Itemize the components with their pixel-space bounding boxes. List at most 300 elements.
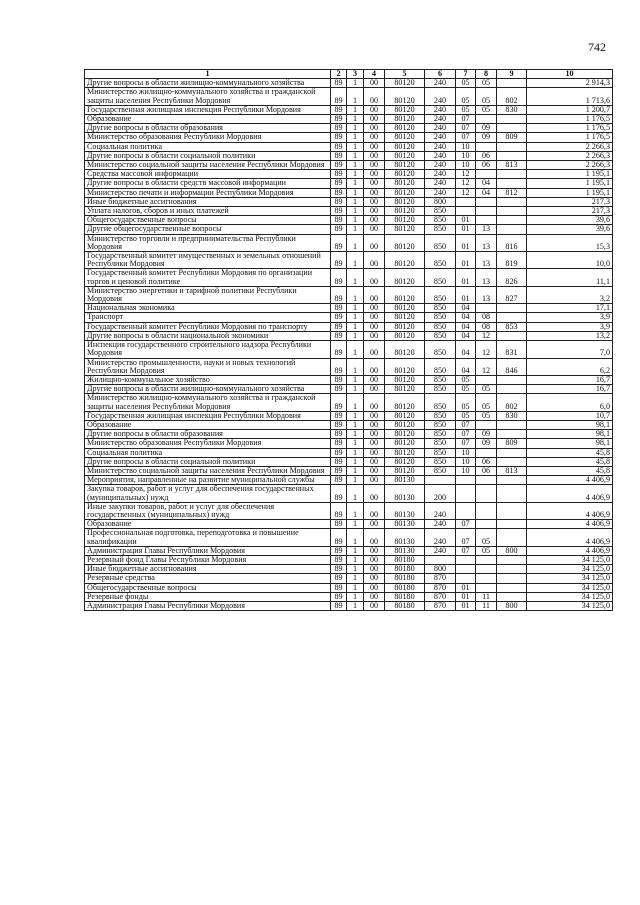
cell-ministry: 802: [497, 88, 527, 105]
cell-grbs: 89: [331, 151, 347, 160]
cell-program: 1: [347, 411, 364, 420]
cell-rz: 07: [456, 439, 476, 448]
cell-rz: 01: [456, 252, 476, 269]
cell-subprogram: 00: [364, 133, 385, 142]
cell-pr: 12: [476, 341, 497, 358]
cell-program: 1: [347, 234, 364, 251]
cell-program: 1: [347, 457, 364, 466]
cell-program: 1: [347, 341, 364, 358]
cell-ministry: [497, 430, 527, 439]
cell-code: 80180: [385, 574, 425, 583]
cell-name: Мероприятия, направленные на развитие муниципальной службы: [85, 476, 331, 485]
cell-grbs: 89: [331, 286, 347, 303]
table-row: [85, 466, 613, 475]
cell-ministry: [497, 565, 527, 574]
cell-rz: 01: [456, 216, 476, 225]
cell-code: 80120: [385, 105, 425, 114]
cell-vr: 850: [425, 331, 456, 340]
cell-amount: 1 176,5: [527, 115, 613, 124]
cell-code: 80120: [385, 385, 425, 394]
cell-program: 1: [347, 394, 364, 411]
cell-amount: 10,0: [527, 252, 613, 269]
cell-name: Государственная жилищная инспекция Республики Мордовия: [85, 411, 331, 420]
cell-subprogram: 00: [364, 502, 385, 519]
cell-pr: [476, 142, 497, 151]
table-row: [85, 502, 613, 519]
table-row: [85, 225, 613, 234]
cell-rz: 04: [456, 331, 476, 340]
cell-pr: 11: [476, 592, 497, 601]
cell-program: 1: [347, 448, 364, 457]
cell-code: 80120: [385, 457, 425, 466]
cell-amount: 4 406,9: [527, 502, 613, 519]
cell-name: Резервные фонды: [85, 592, 331, 601]
table-row: [85, 341, 613, 358]
cell-amount: 39,6: [527, 225, 613, 234]
cell-program: 1: [347, 565, 364, 574]
cell-code: 80130: [385, 485, 425, 502]
cell-rz: [456, 485, 476, 502]
cell-name: Закупка товаров, работ и услуг для обеспечения государственных (муниципальных) нужд: [85, 485, 331, 502]
cell-subprogram: 00: [364, 79, 385, 88]
table-row: [85, 170, 613, 179]
cell-rz: 07: [456, 124, 476, 133]
cell-rz: 01: [456, 234, 476, 251]
cell-subprogram: 00: [364, 331, 385, 340]
cell-vr: 240: [425, 170, 456, 179]
cell-vr: 850: [425, 322, 456, 331]
cell-ministry: [497, 79, 527, 88]
cell-rz: 10: [456, 151, 476, 160]
cell-program: 1: [347, 555, 364, 564]
cell-program: 1: [347, 252, 364, 269]
cell-amount: 98,1: [527, 439, 613, 448]
cell-amount: 16,7: [527, 385, 613, 394]
table-row: [85, 269, 613, 286]
cell-amount: 4 406,9: [527, 546, 613, 555]
cell-subprogram: 00: [364, 179, 385, 188]
cell-name: Министерство социальной защиты населения Республики Мордовия: [85, 466, 331, 475]
cell-grbs: 89: [331, 546, 347, 555]
cell-code: 80120: [385, 331, 425, 340]
cell-grbs: 89: [331, 225, 347, 234]
cell-grbs: 89: [331, 161, 347, 170]
cell-code: 80130: [385, 502, 425, 519]
cell-rz: 07: [456, 520, 476, 529]
cell-program: 1: [347, 225, 364, 234]
cell-amount: 7,0: [527, 341, 613, 358]
cell-code: 80120: [385, 207, 425, 216]
cell-vr: 850: [425, 411, 456, 420]
table-row: [85, 439, 613, 448]
cell-vr: 240: [425, 520, 456, 529]
cell-vr: 850: [425, 420, 456, 429]
cell-program: 1: [347, 358, 364, 375]
cell-code: 80130: [385, 546, 425, 555]
cell-pr: 09: [476, 124, 497, 133]
cell-pr: 05: [476, 411, 497, 420]
cell-vr: 240: [425, 124, 456, 133]
cell-name: Резервный фонд Главы Республики Мордовия: [85, 555, 331, 564]
cell-code: 80120: [385, 161, 425, 170]
table-row: [85, 375, 613, 384]
cell-grbs: 89: [331, 574, 347, 583]
cell-grbs: 89: [331, 304, 347, 313]
cell-rz: 04: [456, 358, 476, 375]
cell-grbs: 89: [331, 411, 347, 420]
cell-grbs: 89: [331, 331, 347, 340]
cell-amount: 4 406,9: [527, 520, 613, 529]
cell-amount: 3,2: [527, 286, 613, 303]
cell-rz: 10: [456, 448, 476, 457]
cell-rz: [456, 197, 476, 206]
cell-vr: 850: [425, 216, 456, 225]
cell-subprogram: 00: [364, 457, 385, 466]
cell-rz: 04: [456, 322, 476, 331]
table-row: [85, 430, 613, 439]
cell-grbs: 89: [331, 476, 347, 485]
cell-grbs: 89: [331, 385, 347, 394]
cell-name: Социальная политика: [85, 142, 331, 151]
cell-rz: [456, 574, 476, 583]
cell-vr: 240: [425, 502, 456, 519]
cell-ministry: [497, 385, 527, 394]
cell-subprogram: 00: [364, 188, 385, 197]
cell-amount: 34 125,0: [527, 574, 613, 583]
cell-subprogram: 00: [364, 448, 385, 457]
cell-program: 1: [347, 207, 364, 216]
cell-subprogram: 00: [364, 124, 385, 133]
cell-amount: 15,3: [527, 234, 613, 251]
cell-pr: [476, 502, 497, 519]
cell-pr: [476, 583, 497, 592]
cell-pr: 05: [476, 546, 497, 555]
cell-program: 1: [347, 188, 364, 197]
cell-name: Образование: [85, 420, 331, 429]
cell-subprogram: 00: [364, 358, 385, 375]
cell-ministry: 813: [497, 161, 527, 170]
cell-vr: 850: [425, 439, 456, 448]
cell-grbs: 89: [331, 592, 347, 601]
cell-program: 1: [347, 574, 364, 583]
cell-ministry: [497, 502, 527, 519]
cell-program: 1: [347, 601, 364, 610]
cell-code: 80120: [385, 151, 425, 160]
cell-amount: 1 195,1: [527, 188, 613, 197]
cell-subprogram: 00: [364, 105, 385, 114]
cell-subprogram: 00: [364, 197, 385, 206]
cell-grbs: 89: [331, 555, 347, 564]
cell-name: Другие вопросы в области образования: [85, 124, 331, 133]
cell-code: 80120: [385, 225, 425, 234]
cell-program: 1: [347, 197, 364, 206]
cell-code: 80120: [385, 286, 425, 303]
cell-grbs: 89: [331, 502, 347, 519]
cell-amount: 45,8: [527, 448, 613, 457]
cell-vr: 850: [425, 457, 456, 466]
cell-grbs: 89: [331, 252, 347, 269]
cell-pr: 13: [476, 269, 497, 286]
cell-rz: 05: [456, 394, 476, 411]
cell-pr: 05: [476, 88, 497, 105]
cell-rz: [456, 476, 476, 485]
cell-ministry: [497, 331, 527, 340]
cell-ministry: [497, 197, 527, 206]
cell-amount: 16,7: [527, 375, 613, 384]
cell-name: Другие вопросы в области жилищно-коммунального хозяйства: [85, 79, 331, 88]
cell-vr: 240: [425, 179, 456, 188]
cell-amount: 45,8: [527, 466, 613, 475]
cell-code: 80120: [385, 466, 425, 475]
header-cell: 9: [497, 70, 527, 79]
cell-rz: 05: [456, 105, 476, 114]
cell-vr: 800: [425, 565, 456, 574]
cell-ministry: [497, 592, 527, 601]
cell-name: Социальная политика: [85, 448, 331, 457]
cell-ministry: [497, 170, 527, 179]
cell-rz: 01: [456, 269, 476, 286]
cell-grbs: 89: [331, 583, 347, 592]
cell-vr: 240: [425, 529, 456, 546]
cell-subprogram: 00: [364, 420, 385, 429]
cell-ministry: 830: [497, 105, 527, 114]
cell-vr: 850: [425, 286, 456, 303]
cell-rz: 10: [456, 142, 476, 151]
cell-rz: 01: [456, 225, 476, 234]
cell-amount: 4 406,9: [527, 485, 613, 502]
table-row: [85, 313, 613, 322]
cell-vr: 240: [425, 142, 456, 151]
cell-ministry: [497, 225, 527, 234]
cell-program: 1: [347, 170, 364, 179]
cell-program: 1: [347, 88, 364, 105]
cell-amount: 17,1: [527, 304, 613, 313]
cell-code: 80120: [385, 124, 425, 133]
cell-amount: 34 125,0: [527, 555, 613, 564]
cell-program: 1: [347, 105, 364, 114]
cell-subprogram: 00: [364, 476, 385, 485]
cell-pr: 06: [476, 457, 497, 466]
cell-vr: 200: [425, 485, 456, 502]
cell-vr: 870: [425, 601, 456, 610]
cell-rz: 07: [456, 546, 476, 555]
cell-grbs: 89: [331, 188, 347, 197]
cell-vr: 850: [425, 385, 456, 394]
cell-ministry: [497, 179, 527, 188]
cell-name: Министерство жилищно-коммунального хозяйства и гражданской защиты населения Республики Мордовия: [85, 394, 331, 411]
cell-name: Другие вопросы в области жилищно-коммунального хозяйства: [85, 385, 331, 394]
cell-amount: 98,1: [527, 430, 613, 439]
cell-name: Другие общегосударственные вопросы: [85, 225, 331, 234]
cell-program: 1: [347, 331, 364, 340]
cell-vr: 850: [425, 358, 456, 375]
cell-vr: 850: [425, 375, 456, 384]
cell-code: 80120: [385, 88, 425, 105]
cell-ministry: [497, 476, 527, 485]
cell-pr: [476, 197, 497, 206]
cell-program: 1: [347, 476, 364, 485]
cell-pr: [476, 375, 497, 384]
cell-ministry: 846: [497, 358, 527, 375]
cell-name: Образование: [85, 520, 331, 529]
cell-vr: 850: [425, 252, 456, 269]
table-row: [85, 124, 613, 133]
cell-program: 1: [347, 520, 364, 529]
cell-vr: 850: [425, 234, 456, 251]
cell-grbs: 89: [331, 105, 347, 114]
cell-grbs: 89: [331, 520, 347, 529]
table-row: [85, 583, 613, 592]
cell-amount: 13,2: [527, 331, 613, 340]
cell-code: 80130: [385, 476, 425, 485]
cell-subprogram: 00: [364, 161, 385, 170]
cell-subprogram: 00: [364, 304, 385, 313]
cell-code: 80120: [385, 313, 425, 322]
cell-program: 1: [347, 286, 364, 303]
cell-ministry: 826: [497, 269, 527, 286]
cell-code: 80180: [385, 583, 425, 592]
cell-code: 80180: [385, 601, 425, 610]
cell-program: 1: [347, 269, 364, 286]
cell-ministry: 809: [497, 133, 527, 142]
cell-amount: 2 914,3: [527, 79, 613, 88]
cell-rz: 05: [456, 385, 476, 394]
cell-code: 80120: [385, 448, 425, 457]
cell-amount: 34 125,0: [527, 592, 613, 601]
cell-subprogram: 00: [364, 115, 385, 124]
cell-amount: 2 266,3: [527, 161, 613, 170]
cell-ministry: 800: [497, 601, 527, 610]
cell-code: 80120: [385, 394, 425, 411]
cell-name: Министерство жилищно-коммунального хозяйства и гражданской защиты населения Республики Мордовия: [85, 88, 331, 105]
cell-grbs: 89: [331, 420, 347, 429]
cell-pr: [476, 485, 497, 502]
cell-ministry: 802: [497, 394, 527, 411]
cell-rz: [456, 565, 476, 574]
table-row: [85, 592, 613, 601]
cell-grbs: 89: [331, 170, 347, 179]
cell-ministry: [497, 142, 527, 151]
cell-code: 80120: [385, 179, 425, 188]
cell-ministry: 809: [497, 439, 527, 448]
cell-pr: [476, 207, 497, 216]
cell-grbs: 89: [331, 601, 347, 610]
cell-vr: 240: [425, 546, 456, 555]
header-cell: 7: [456, 70, 476, 79]
cell-subprogram: 00: [364, 555, 385, 564]
cell-rz: 01: [456, 286, 476, 303]
cell-name: Министерство социальной защиты населения Республики Мордовия: [85, 161, 331, 170]
cell-subprogram: 00: [364, 411, 385, 420]
cell-vr: 240: [425, 188, 456, 197]
cell-vr: 240: [425, 151, 456, 160]
cell-rz: 01: [456, 592, 476, 601]
cell-subprogram: 00: [364, 574, 385, 583]
cell-vr: 850: [425, 304, 456, 313]
cell-program: 1: [347, 502, 364, 519]
cell-pr: 08: [476, 322, 497, 331]
cell-rz: 01: [456, 583, 476, 592]
cell-rz: 05: [456, 411, 476, 420]
table-row: [85, 286, 613, 303]
cell-amount: 3,9: [527, 322, 613, 331]
cell-pr: [476, 420, 497, 429]
cell-pr: [476, 304, 497, 313]
cell-vr: 240: [425, 79, 456, 88]
cell-name: Министерство образования Республики Мордовия: [85, 133, 331, 142]
cell-rz: [456, 207, 476, 216]
table-row: [85, 574, 613, 583]
cell-subprogram: 00: [364, 170, 385, 179]
cell-subprogram: 00: [364, 225, 385, 234]
cell-program: 1: [347, 179, 364, 188]
cell-subprogram: 00: [364, 385, 385, 394]
cell-code: 80120: [385, 115, 425, 124]
cell-vr: 870: [425, 592, 456, 601]
cell-vr: 240: [425, 115, 456, 124]
table-row: [85, 105, 613, 114]
table-row: [85, 197, 613, 206]
cell-program: 1: [347, 124, 364, 133]
cell-name: Иные закупки товаров, работ и услуг для обеспечения государственных (муниципальных) нужд: [85, 502, 331, 519]
cell-code: 80120: [385, 79, 425, 88]
cell-vr: 870: [425, 583, 456, 592]
cell-pr: 09: [476, 439, 497, 448]
cell-ministry: [497, 457, 527, 466]
cell-vr: 870: [425, 574, 456, 583]
cell-pr: [476, 216, 497, 225]
cell-amount: 1 176,5: [527, 124, 613, 133]
cell-name: Уплата налогов, сборов и иных платежей: [85, 207, 331, 216]
cell-subprogram: 00: [364, 234, 385, 251]
cell-program: 1: [347, 466, 364, 475]
table-row: [85, 546, 613, 555]
cell-program: 1: [347, 430, 364, 439]
cell-name: Иные бюджетные ассигнования: [85, 197, 331, 206]
cell-rz: 07: [456, 133, 476, 142]
cell-grbs: 89: [331, 394, 347, 411]
cell-grbs: 89: [331, 439, 347, 448]
cell-subprogram: 00: [364, 142, 385, 151]
cell-rz: 05: [456, 79, 476, 88]
cell-ministry: [497, 216, 527, 225]
cell-grbs: 89: [331, 529, 347, 546]
cell-subprogram: 00: [364, 322, 385, 331]
cell-pr: 08: [476, 313, 497, 322]
cell-name: Транспорт: [85, 313, 331, 322]
cell-amount: 4 406,9: [527, 529, 613, 546]
table-row: [85, 88, 613, 105]
cell-pr: 05: [476, 394, 497, 411]
cell-rz: 04: [456, 313, 476, 322]
cell-subprogram: 00: [364, 341, 385, 358]
table-row: [85, 234, 613, 251]
cell-name: Государственная жилищная инспекция Республики Мордовия: [85, 105, 331, 114]
cell-ministry: [497, 115, 527, 124]
cell-pr: 04: [476, 179, 497, 188]
cell-amount: 34 125,0: [527, 601, 613, 610]
cell-subprogram: 00: [364, 313, 385, 322]
table-row: [85, 322, 613, 331]
cell-pr: 09: [476, 133, 497, 142]
cell-pr: 05: [476, 105, 497, 114]
cell-pr: [476, 565, 497, 574]
cell-program: 1: [347, 439, 364, 448]
table-row: [85, 188, 613, 197]
cell-ministry: 819: [497, 252, 527, 269]
cell-vr: [425, 555, 456, 564]
cell-grbs: 89: [331, 269, 347, 286]
